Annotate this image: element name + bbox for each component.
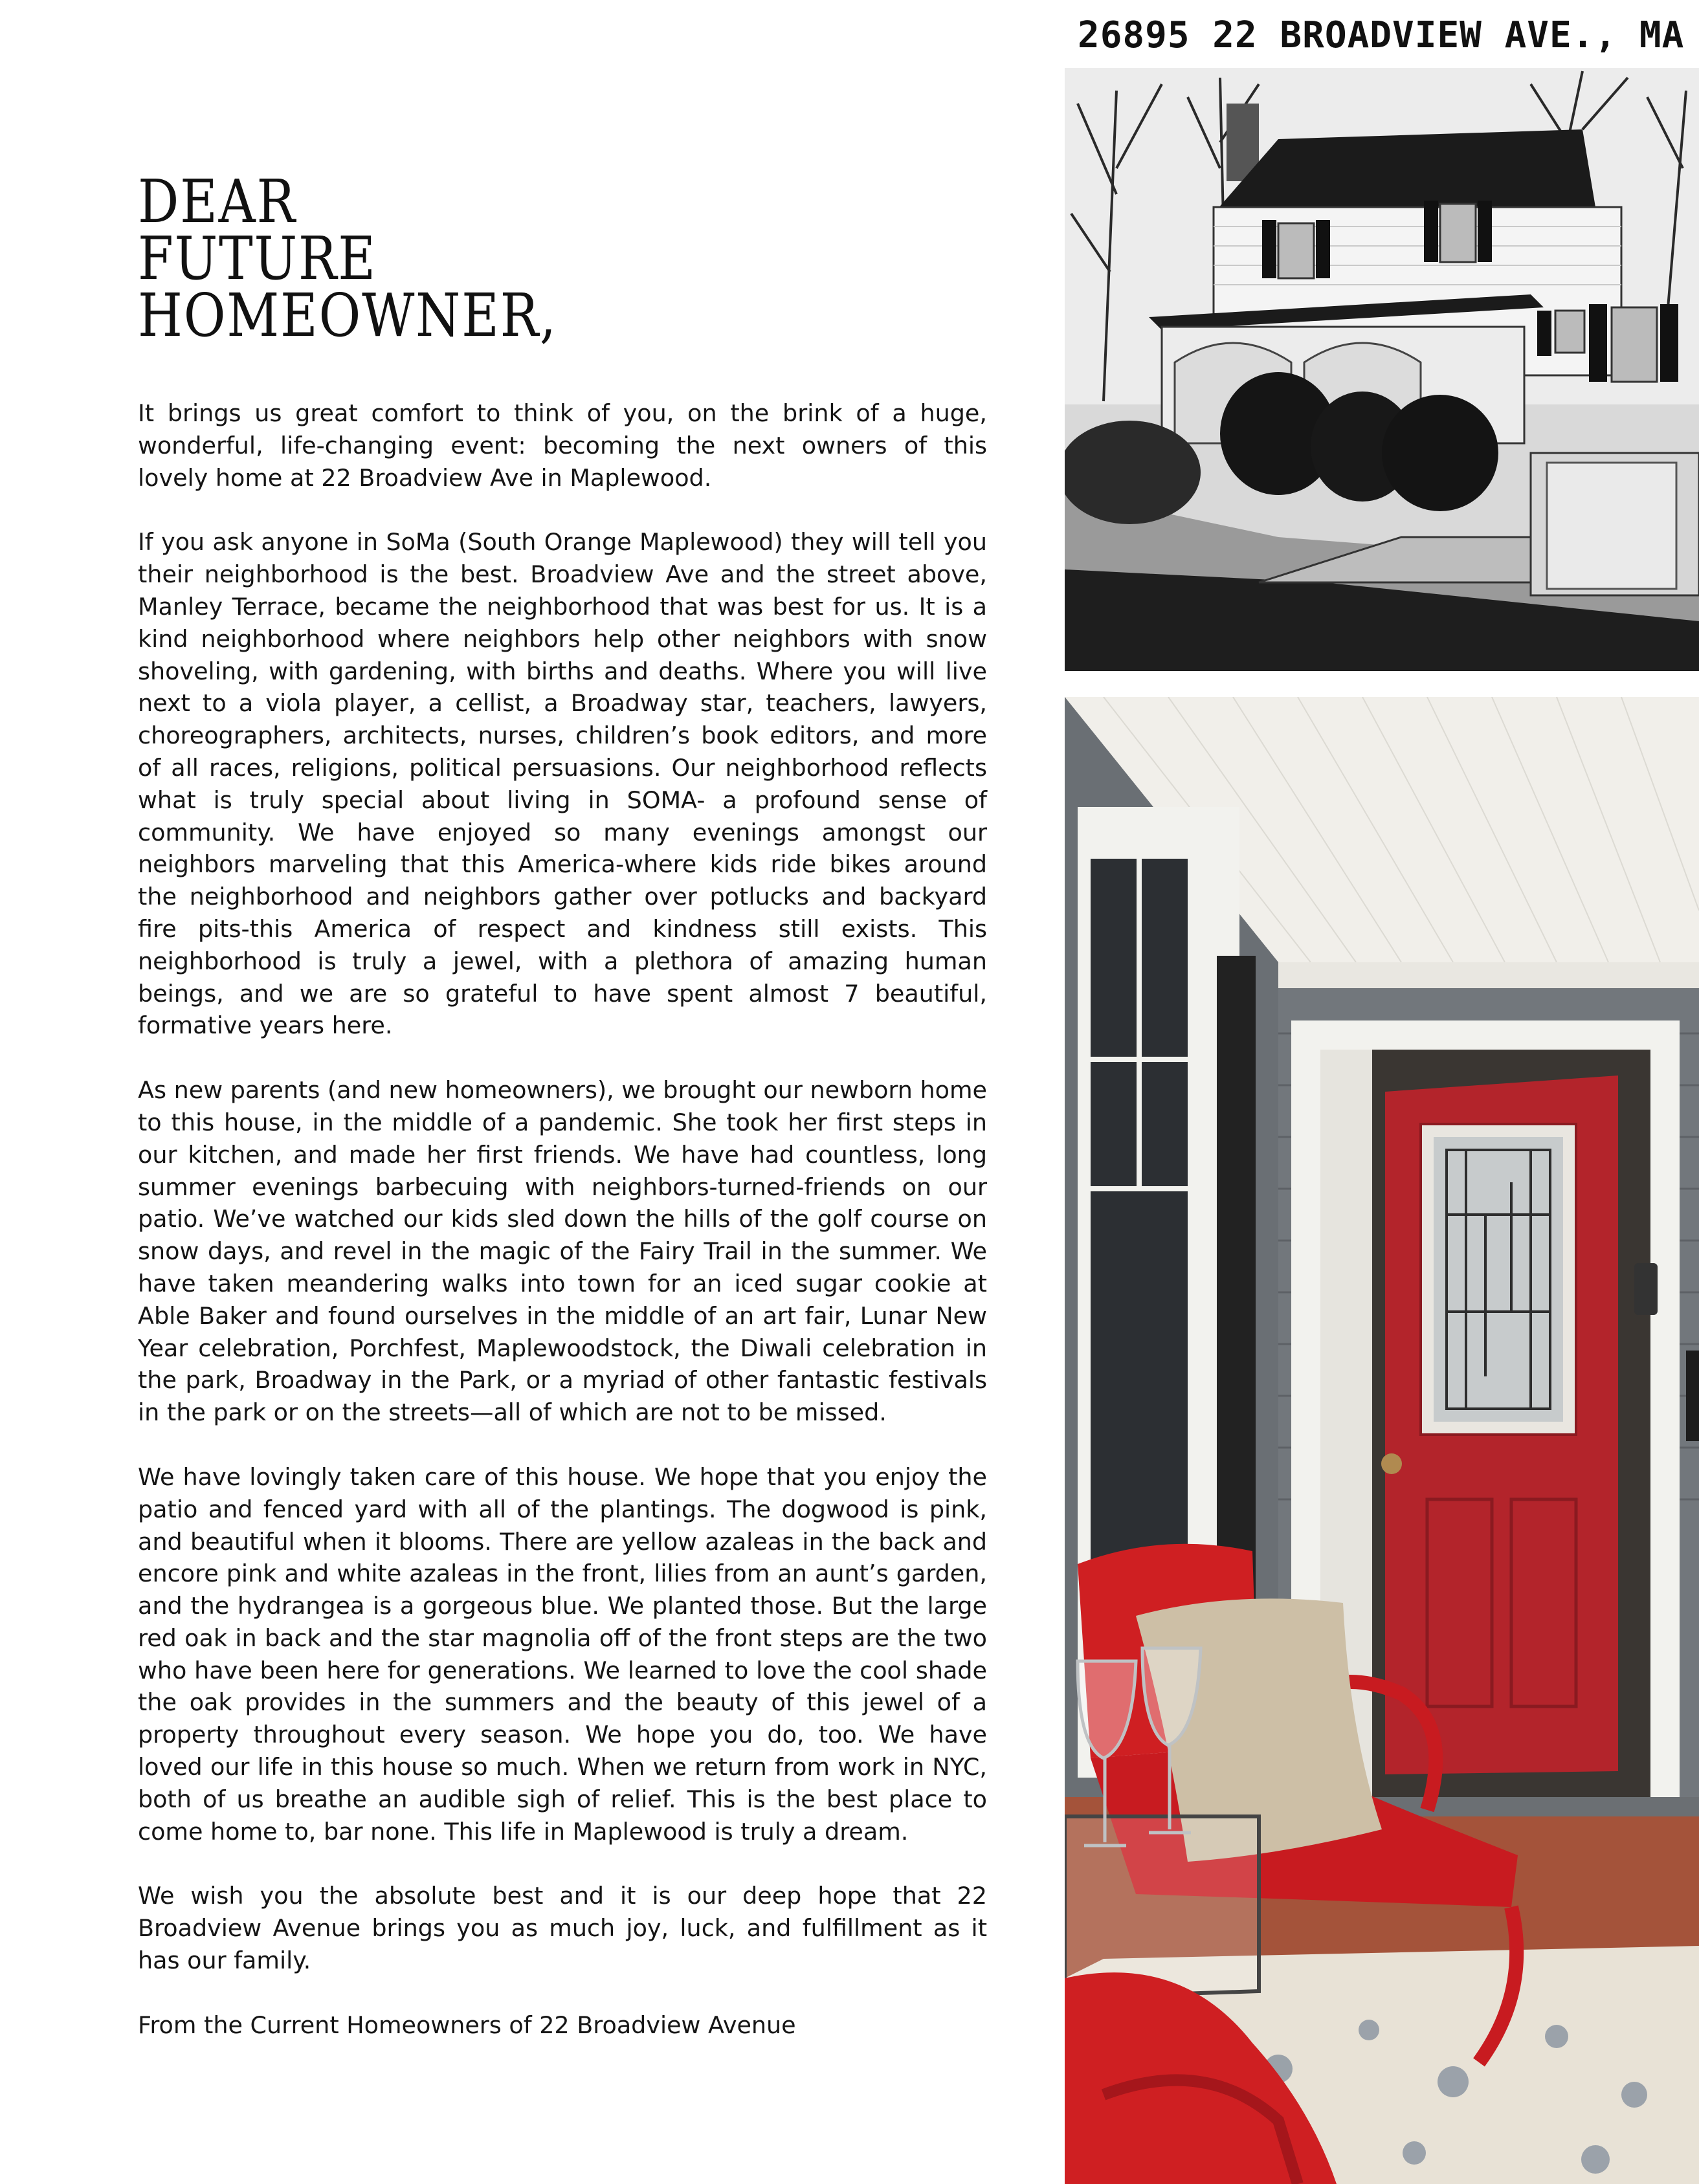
front-porch-illustration bbox=[1065, 697, 1699, 2184]
paragraph-family: As new parents (and new homeowners), we brought our newborn home to this house, in the middle of a pandemic. She took her first steps in our kitchen, and made her first friends. We have had countless, long summer evenings barbecuing with neighbors-turned-friends on our patio. We’ve watched our kids sled down the hills of the golf course on snow days, and revel in the magic of the Fairy Trail in the summer. We have taken meandering walks into town for an iced sugar cookie at Able Baker and found ourselves in the middle of an art fair, Lunar New Year celebration, Porchfest, Maplewoodstock, the Diwali celebration in the park, Broadway in the Park, or a myriad of other fantastic festivals in the park or on the streets—all of which are not to be missed. bbox=[138, 1076, 987, 1427]
paragraph-neighborhood: If you ask anyone in SoMa (South Orange Maplewood) they will tell you their neighborhood is the best. Broadview Ave and the street above, Manley Terrace, became the neighborhood that was best for us. It is a kind neighborhood where neighbors help other neighbors with snow shoveling, with gardening, with births and deaths. Where you will live next to a viola player, a cellist, a Broadway star, teachers, lawyers, choreographers, architects, nurses, children’s book editors, and more of all races, religions, political persuasions. Our neighborhood reflects what is truly special about living in SOMA- a profound sense of community. We have enjoyed so many evenings amongst our neighbors marveling that this America-where kids ride bikes around the neighborhood and neighbors gather over potlucks and backyard fire pits-this America of respect and kindness still exists. This neighborhood is truly a jewel, with a plethora of amazing human beings, and we are so grateful to have spent almost 7 beautiful, formative years here. bbox=[138, 528, 987, 1040]
paragraph-intro: It brings us great comfort to think of you, on the brink of a huge, wonderful, life-changing event: becoming the next owners of this lovely home at 22 Broadview Ave in Maplewood. bbox=[138, 399, 987, 492]
title-line-1: DEAR bbox=[138, 167, 296, 236]
paragraph-house: We have lovingly taken care of this house. We hope that you enjoy the patio and fenced yard with all of the plantings. The dogwood is pink, and beautiful when it blooms. There are yellow azaleas in the back and encore pink and white azaleas in the front, lilies from an aunt’s garden, and the hydrangea is a gorgeous blue. We planted those. But the large red oak in back and the star magnolia off of the front steps are the two who have been here for generations. We learned to love the cool shade the oak provides in the summers and the beauty of this jewel of a property throughout every season. We hope you do, too. We have loved our life in this house so much. When we return from work in NYC, both of us breathe an audible sigh of relief. This is the best place to come home to, bar none. This life in Maplewood is truly a dream. bbox=[138, 1462, 987, 1846]
letter-title bbox=[138, 167, 868, 350]
historic-house-photo bbox=[1065, 0, 1699, 671]
historic-house-illustration bbox=[1065, 0, 1699, 671]
title-line-2: FUTURE bbox=[138, 224, 377, 293]
front-porch-photo bbox=[1065, 697, 1699, 2184]
paragraph-wishes: We wish you the absolute best and it is our deep hope that 22 Broadview Avenue brings you as much joy, luck, and fulfillment as it has our family. bbox=[138, 1882, 987, 1975]
title-line-3: HOMEOWNER, bbox=[138, 281, 557, 350]
letter bbox=[138, 167, 987, 2042]
photo-caption: 26895 22 BROADVIEW AVE., MA bbox=[1078, 14, 1685, 56]
signoff: From the Current Homeowners of 22 Broadview Avenue bbox=[138, 2011, 796, 2039]
